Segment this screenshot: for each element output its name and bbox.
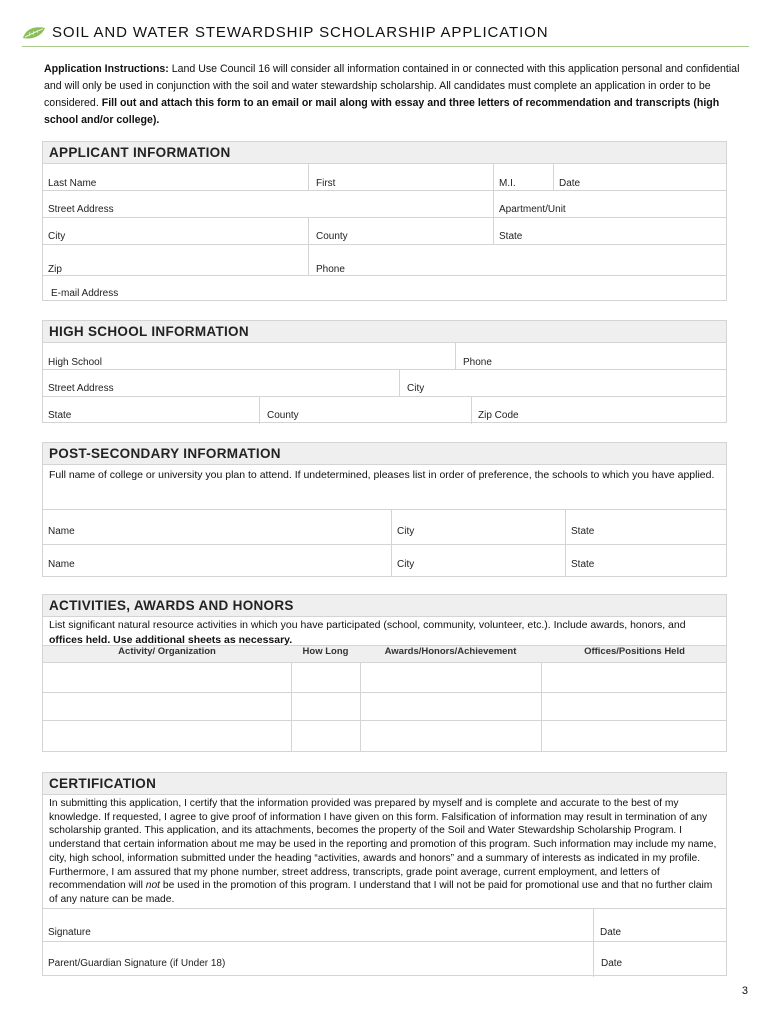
first-name-field[interactable] (308, 164, 493, 190)
leaf-logo-icon (22, 26, 46, 40)
column-awards: Awards/Honors/Achievement (384, 646, 517, 657)
certification-text (43, 795, 726, 910)
parent-date-label: Date (601, 958, 623, 969)
apartment-field[interactable] (493, 191, 728, 217)
phone-label: Phone (316, 264, 345, 275)
last-name-field[interactable] (43, 164, 308, 190)
instructions-bold-text: Fill out and attach this form to an email or mail along with essay and three letters of recommendation and transcripts (high school and/or college). (44, 97, 720, 126)
awards-cell[interactable] (360, 693, 541, 720)
activity-row (43, 663, 726, 693)
high-school-name-field[interactable] (43, 343, 455, 369)
high-school-section (42, 320, 727, 423)
column-offices: Offices/Positions Held (584, 646, 685, 657)
parent-signature-label: Parent/Guardian Signature (if Under 18) (48, 958, 226, 969)
instructions-text: Land Use Council 16 will consider all information contained in or connected with this application personal and confidential and will only be used in conjunction with the soil and water stewardship scholarship. All candidates must complete an application in order to be considered. (44, 63, 740, 109)
state-field[interactable] (493, 218, 728, 244)
applicant-heading: APPLICANT INFORMATION (43, 142, 726, 164)
college-city-label-2: City (397, 559, 415, 570)
college-name-field-1[interactable] (43, 510, 391, 544)
college-state-field-2[interactable] (565, 545, 728, 577)
high-school-heading: HIGH SCHOOL INFORMATION (43, 321, 726, 343)
first-name-label: First (316, 178, 336, 189)
how-long-cell[interactable] (291, 693, 360, 720)
apartment-label: Apartment/Unit (499, 204, 566, 215)
last-name-label: Last Name (48, 178, 97, 189)
city-label: City (48, 231, 66, 242)
page-number: 3 (741, 985, 748, 997)
middle-initial-field[interactable] (493, 164, 553, 190)
certification-section (42, 772, 727, 976)
email-field[interactable] (43, 276, 728, 302)
parent-signature-field[interactable] (43, 942, 593, 977)
signature-field[interactable] (43, 909, 593, 941)
zip-label: Zip (48, 264, 62, 275)
county-label: County (316, 231, 348, 242)
state-label: State (499, 231, 523, 242)
activities-heading: ACTIVITIES, AWARDS AND HONORS (43, 595, 726, 617)
city-field[interactable] (43, 218, 308, 244)
high-school-county-field[interactable] (259, 397, 471, 424)
high-school-city-field[interactable] (399, 370, 728, 396)
activity-cell[interactable] (43, 693, 291, 720)
high-school-street-field[interactable] (43, 370, 399, 396)
street-address-label: Street Address (48, 204, 114, 215)
column-activity: Activity/ Organization (118, 646, 216, 657)
activities-description-text: List significant natural resource activities in which you have participated (school, community, volunteer, etc.). Include awards, honors, and (49, 619, 686, 631)
post-secondary-description: Full name of college or university you plan to attend. If undetermined, pleases list in order of preference, the schools to which you have applied. (49, 469, 715, 481)
column-how-long: How Long (302, 646, 349, 657)
activities-section (42, 594, 727, 752)
college-city-field-2[interactable] (391, 545, 565, 577)
high-school-state-label: State (48, 410, 72, 421)
high-school-zip-field[interactable] (471, 397, 728, 424)
certification-text-emphasis: not (145, 880, 161, 892)
date-field[interactable] (553, 164, 728, 190)
page-title: SOIL AND WATER STEWARDSHIP SCHOLARSHIP APPLICATION (52, 24, 549, 41)
college-state-label-1: State (571, 526, 595, 537)
offices-cell[interactable] (541, 663, 728, 692)
activities-description-bold: offices held. Use additional sheets as necessary. (49, 633, 293, 646)
instructions-label: Application Instructions: (44, 63, 169, 75)
signature-label: Signature (48, 927, 91, 938)
high-school-phone-label: Phone (463, 357, 492, 368)
certification-text-part2: be used in the promotion of this program. I understand that I will not be paid for promotional use and that no further claim of any nature can be made. (49, 880, 713, 905)
high-school-county-label: County (267, 410, 299, 421)
instructions (44, 61, 744, 129)
high-school-label: High School (48, 357, 102, 368)
high-school-city-label: City (407, 383, 425, 394)
parent-date-field[interactable] (593, 942, 728, 977)
post-secondary-section (42, 442, 727, 577)
certification-heading: CERTIFICATION (43, 773, 726, 795)
college-name-label-2: Name (48, 559, 75, 570)
email-label: E-mail Address (51, 288, 119, 299)
high-school-phone-field[interactable] (455, 343, 728, 369)
title-divider (22, 46, 749, 47)
college-city-field-1[interactable] (391, 510, 565, 544)
offices-cell[interactable] (541, 693, 728, 720)
activity-cell[interactable] (43, 721, 291, 751)
college-name-label-1: Name (48, 526, 75, 537)
phone-field[interactable] (308, 245, 728, 275)
mi-label: M.I. (499, 178, 516, 189)
date-label: Date (559, 178, 581, 189)
county-field[interactable] (308, 218, 493, 244)
high-school-state-field[interactable] (43, 397, 259, 424)
college-state-field-1[interactable] (565, 510, 728, 544)
how-long-cell[interactable] (291, 721, 360, 751)
applicant-information-section (42, 141, 727, 301)
college-state-label-2: State (571, 559, 595, 570)
activity-row (43, 693, 726, 721)
how-long-cell[interactable] (291, 663, 360, 692)
signature-date-label: Date (600, 927, 622, 938)
certification-text-part1: In submitting this application, I certify that the information provided was prepared by myself and is complete and accurate to the best of my knowledge. If requested, I agree to give proof of information I have given on this form. Falsification of information may result in termination of any scholarship granted. This application, and its attachments, becomes the property of the Soil and Water Stewardship Scholarship Program. I understand that certain information about me may be used in the reporting and promotion of this program. Such information may include my name, city, high school, information submitted under the heading “activities, awards and honors” and a summary of interests as indicated in my profile. Furthermore, I am assured that my phone number, street address, transcripts, grade point average, current employment, and letters of recommendation will (49, 798, 717, 892)
college-city-label-1: City (397, 526, 415, 537)
college-name-field-2[interactable] (43, 545, 391, 577)
awards-cell[interactable] (360, 721, 541, 751)
high-school-zip-label: Zip Code (478, 410, 519, 421)
offices-cell[interactable] (541, 721, 728, 751)
zip-field[interactable] (43, 245, 308, 275)
awards-cell[interactable] (360, 663, 541, 692)
high-school-street-label: Street Address (48, 383, 114, 394)
post-secondary-heading: POST-SECONDARY INFORMATION (43, 443, 726, 465)
signature-date-field[interactable] (593, 909, 728, 941)
activity-cell[interactable] (43, 663, 291, 692)
street-address-field[interactable] (43, 191, 493, 217)
activity-row (43, 721, 726, 751)
